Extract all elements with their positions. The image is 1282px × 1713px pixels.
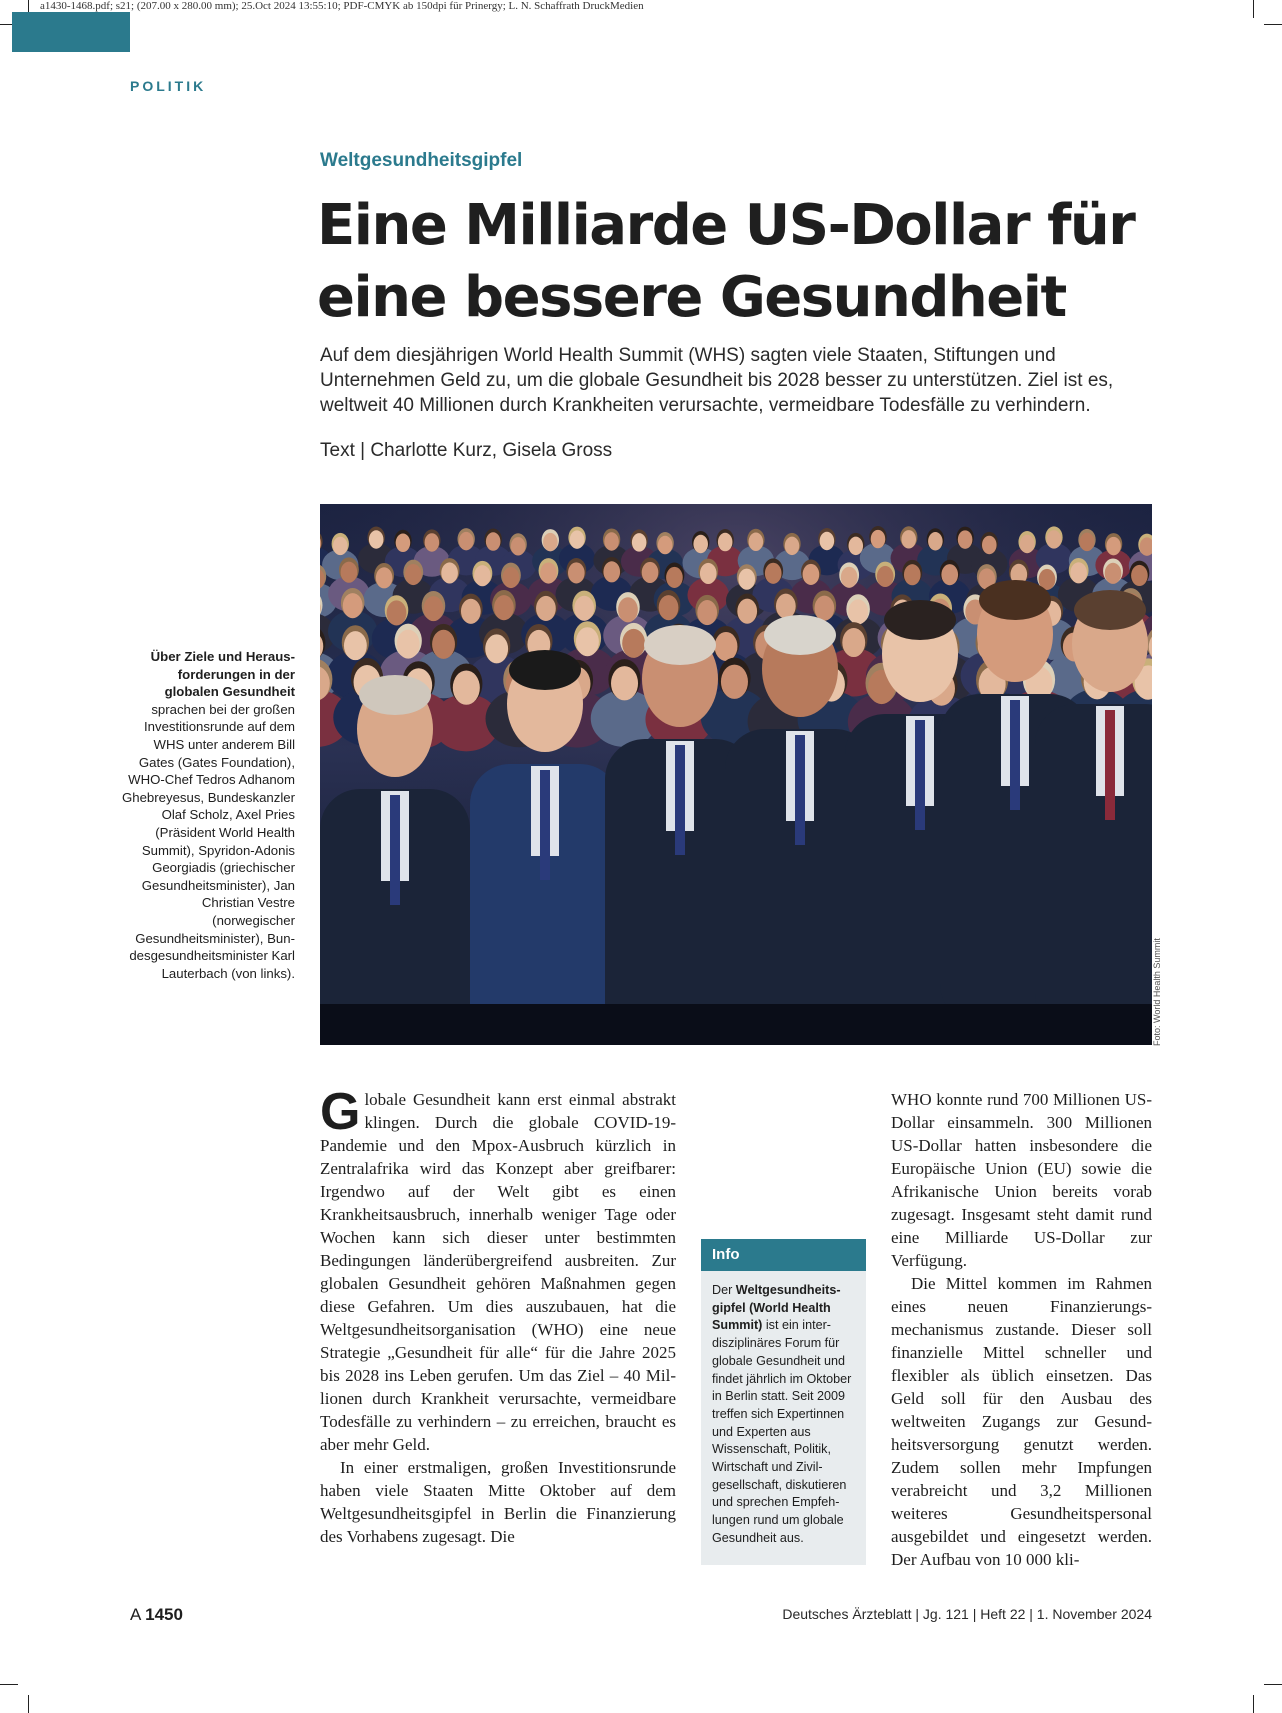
info-text: ist ein interdisziplinäres Forum für globale Gesundheit und findet jährlich im Oktober in Berlin statt. Seit 2009 treffen sich Expertinnen und Experten aus Wissenschaft, Politik, Wirtschaft und Zivilgesellschaft, diskutieren und sprechen Empfehlungen rund um globale Gesundheit aus. xyxy=(712,1318,852,1545)
info-intro: Der xyxy=(712,1283,736,1297)
body-column-left xyxy=(320,1083,676,1548)
summit-audience-photo xyxy=(320,504,1152,1045)
drop-cap: G xyxy=(320,1083,361,1141)
article-lead: Auf dem diesjährigen World Health Summit (WHS) sagten viele Staaten, Stiftungen und Unternehmen Geld zu, um die globale Gesundheit bis 2028 besser zu unterstützen. Ziel ist es, weltweit 40 Millionen durch Krankheiten verursachte, vermeidbare Todesfälle zu verhindern. xyxy=(320,345,1114,416)
caption-text: sprachen bei der großen Investitionsrunde auf dem WHS unter anderem Bill Gates (Gates Foundation), WHO-Chef Tedros Adhanom Ghebreyesus, Bundeskanzler Olaf Scholz, Axel Pries (Präsident World Health Summit), Spyridon-Adonis Georgiadis (griechischer Gesundheitsminister), Jan Christian Vestre (norwegischer Gesundheitsminister), Bundesgesundheitsminister Karl Lauterbach (von links). xyxy=(121,701,295,981)
article-headline xyxy=(317,190,1197,334)
caption-bold: Über Ziele und Herausforderungen in der globalen Gesundheit xyxy=(150,649,295,700)
body-paragraph: WHO konnte rund 700 Millionen US-Dollar einsammeln. 300 Millionen US-Dollar hatten insbesondere die Europäische Union (EU) sowie die Afrikanische Union bereits vorab zugesagt. Insgesamt steht damit rund eine Milliarde US-Dollar zur Verfügung. xyxy=(891,1090,1152,1270)
crop-mark xyxy=(28,1695,29,1713)
photo-caption xyxy=(120,648,295,982)
crop-mark xyxy=(1264,24,1282,25)
page-number xyxy=(130,1605,183,1625)
page-number-value: 1450 xyxy=(145,1605,183,1624)
section-color-bar xyxy=(12,12,130,52)
body-paragraph: Die Mittel kommen im Rahmen eines neuen Finanzierungsmechanismus zustande. Dieser soll finanzielle Mittel schneller und flexibler als üblich einsetzen. Das Geld soll für den Ausbau des weltweiten Zugangs zur Gesundheitsversorgung genutzt werden. Zudem sollen mehr Impfungen verabreicht und 3,2 Millionen weiteres Gesundheitspersonal ausgebildet und eingesetzt werden. Der Aufbau von 10 000 kli- xyxy=(891,1274,1152,1569)
byline: Text | Charlotte Kurz, Gisela Gross xyxy=(320,440,613,461)
headline-line-2: eine bessere Gesundheit xyxy=(317,265,1066,330)
page-prefix: A xyxy=(130,1605,146,1624)
headline-line-1: Eine Milliarde US-Dollar für xyxy=(317,193,1135,258)
journal-info: Deutsches Ärzteblatt | Jg. 121 | Heft 22 | 1. November 2024 xyxy=(782,1606,1152,1622)
info-box-body xyxy=(701,1271,866,1548)
paragraph-text: lobale Gesundheit kann erst einmal abstrakt klingen. Durch die globale COVID-19-Pandemie und den Mpox-Ausbruch kürzlich in Zentralafrika wird das Konzept aber greifbarer: Irgendwo auf der Welt gibt es einen Krankheitsausbruch, innerhalb weniger Tage oder Wochen kann sich dieser unter bestimmten Bedingungen länderübergreifend ausbreiten. Zur globalen Gesundheit gehören Maßnahmen gegen diese Gefahren. Um dies auszubauen, hat die Weltgesundheitsorganisation (WHO) eine neue Strategie „Gesundheit für alle“ für die Jahre 2025 bis 2028 ins Leben gerufen. Um das Ziel – 40 Millionen durch Krankheit verursachte, vermeidbare Todesfälle zu verhindern – zu erreichen, braucht es aber mehr Geld. xyxy=(320,1090,676,1454)
article-kicker: Weltgesundheitsgipfel xyxy=(320,150,523,171)
body-column-right xyxy=(891,1088,1152,1571)
info-bold: Weltgesundheitsgipfel (World Health Summit) xyxy=(712,1283,841,1333)
body-paragraph: In einer erstmaligen, großen Investitionsrunde haben viele Staaten Mitte Oktober auf dem Weltgesundheitsgipfel in Berlin die Finanzierung des Vorhabens zugesagt. Die xyxy=(320,1458,676,1546)
print-slug: a1430-1468.pdf; s21; (207.00 x 280.00 mm); 25.Oct 2024 13:55:10; PDF-CMYK ab 150dpi für Prinergy; L. N. Schaffrath DruckMedien xyxy=(40,0,644,12)
crop-mark xyxy=(1253,0,1254,18)
info-box xyxy=(701,1239,866,1565)
crop-mark xyxy=(1253,1695,1254,1713)
photo-credit: Foto: World Health Summit xyxy=(1152,938,1162,1046)
section-label: POLITIK xyxy=(130,78,207,94)
crop-mark xyxy=(1264,1684,1282,1685)
body-paragraph xyxy=(320,1083,676,1456)
crop-mark xyxy=(0,1684,18,1685)
info-box-title: Info xyxy=(701,1239,866,1271)
